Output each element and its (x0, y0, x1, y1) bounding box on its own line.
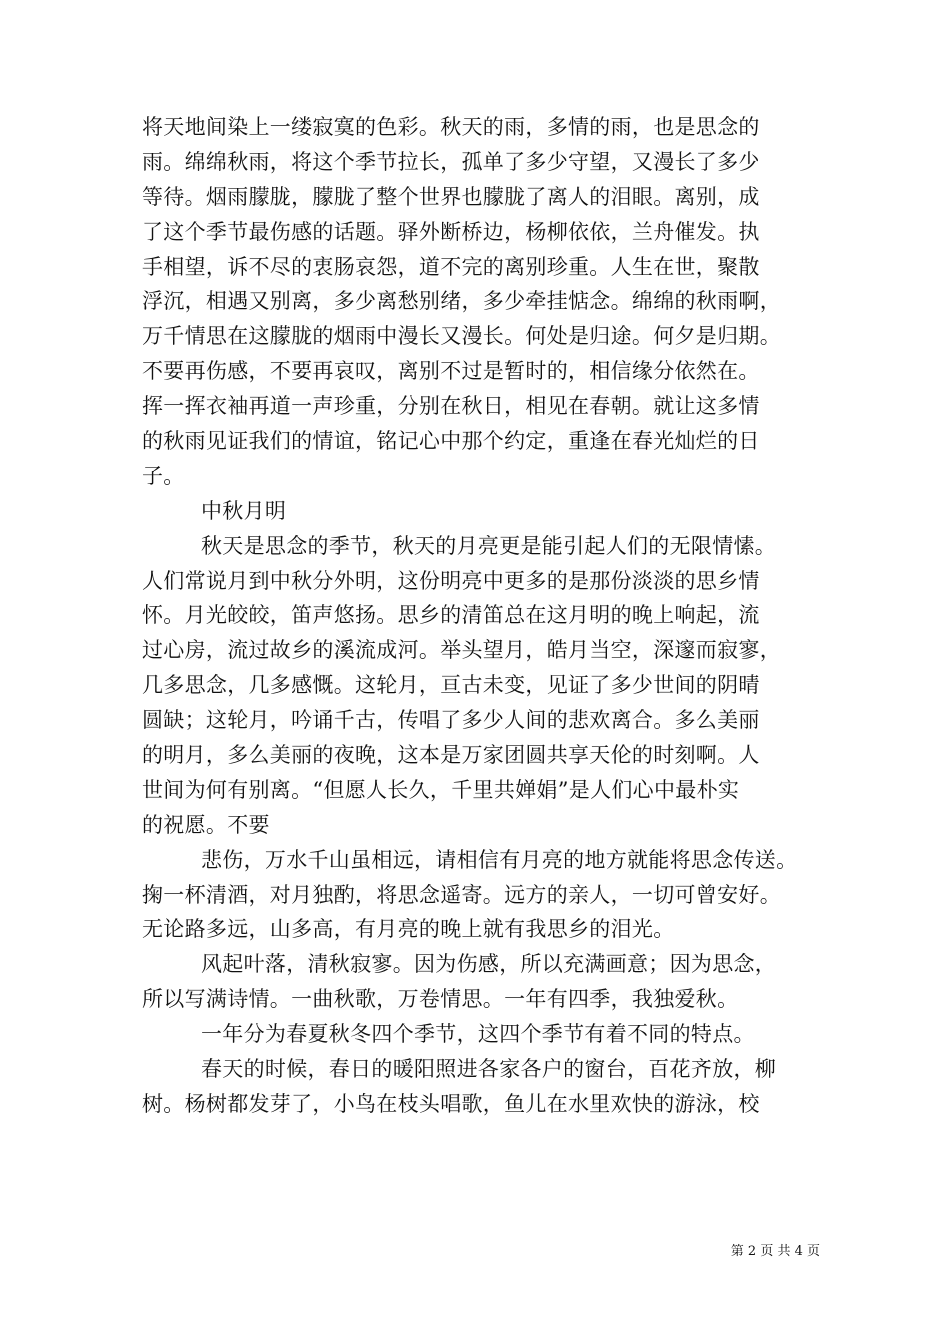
page-number: 第 2 页 共 4 页 (730, 1244, 820, 1259)
text-line: 将天地间染上一缕寂寞的色彩。秋天的雨，多情的雨，也是思念的 (142, 115, 760, 139)
text-line: 春天的时候，春日的暖阳照进各家各户的窗台，百花齐放，柳 (201, 1057, 777, 1082)
text-line: 怀。月光皎皎，笛声悠扬。思乡的清笛总在这月明的晚上响起，流 (142, 603, 760, 628)
text-line: 的秋雨见证我们的情谊，铭记心中那个约定，重逢在春光灿烂的日 (142, 429, 760, 454)
text-line: 风起叶落，清秋寂寥。因为伤感，所以充满画意；因为思念， (201, 952, 777, 977)
text-line: 人们常说月到中秋分外明，这份明亮中更多的是那份淡淡的思乡情 (142, 568, 760, 593)
text-line: 子。 (142, 463, 185, 488)
text-line: 的祝愿。不要 (142, 812, 270, 837)
text-line: 手相望，诉不尽的衷肠哀怨，道不完的离别珍重。人生在世，聚散 (142, 254, 760, 279)
text-line: 挥一挥衣袖再道一声珍重，分别在秋日，相见在春朝。就让这多情 (142, 394, 760, 419)
text-line: 浮沉，相遇又别离，多少离愁别绪，多少牵挂惦念。绵绵的秋雨啊， (142, 289, 781, 314)
text-line: 的明月，多么美丽的夜晚，这本是万家团圆共享天伦的时刻啊。人 (142, 743, 760, 768)
text-line: 不要再伤感，不要再哀叹，离别不过是暂时的，相信缘分依然在。 (142, 359, 760, 384)
text-line: 悲伤，万水千山虽相远，请相信有月亮的地方就能将思念传送。 (201, 847, 798, 872)
document-body (142, 110, 832, 1122)
text-line: 一年分为春夏秋冬四个季节，这四个季节有着不同的特点。 (201, 1022, 755, 1047)
section-heading: 中秋月明 (201, 498, 287, 523)
text-line: 圆缺；这轮月，吟诵千古，传唱了多少人间的悲欢离合。多么美丽 (142, 708, 760, 733)
text-line: 过心房，流过故乡的溪流成河。举头望月，皓月当空，深邃而寂寥， (142, 638, 781, 663)
text-line: 了这个季节最伤感的话题。驿外断桥边，杨柳依依，兰舟催发。执 (142, 219, 760, 244)
text-line: 秋天是思念的季节，秋天的月亮更是能引起人们的无限情愫。 (201, 533, 777, 558)
text-line: 几多思念，几多感慨。这轮月，亘古未变，见证了多少世间的阴晴 (142, 673, 760, 698)
text-line: 等待。烟雨朦胧，朦胧了整个世界也朦胧了离人的泪眼。离别，成 (142, 184, 760, 209)
text-line: 树。杨树都发芽了，小鸟在枝头唱歌，鱼儿在水里欢快的游泳，校 (142, 1091, 760, 1116)
text-line: 掬一杯清酒，对月独酌，将思念遥寄。远方的亲人，一切可曾安好。 (142, 882, 781, 907)
text-line: 雨。绵绵秋雨，将这个季节拉长，孤单了多少守望，又漫长了多少 (142, 149, 760, 174)
text-line: 万千情思在这朦胧的烟雨中漫长又漫长。何处是归途。何夕是归期。 (142, 324, 781, 349)
text-line: 世间为何有别离。“但愿人长久，千里共婵娟”是人们心中最朴实 (142, 777, 740, 802)
text-line: 无论路多远，山多高，有月亮的晚上就有我思乡的泪光。 (142, 917, 675, 942)
text-line: 所以写满诗情。一曲秋歌，万卷情思。一年有四季，我独爱秋。 (142, 987, 739, 1012)
